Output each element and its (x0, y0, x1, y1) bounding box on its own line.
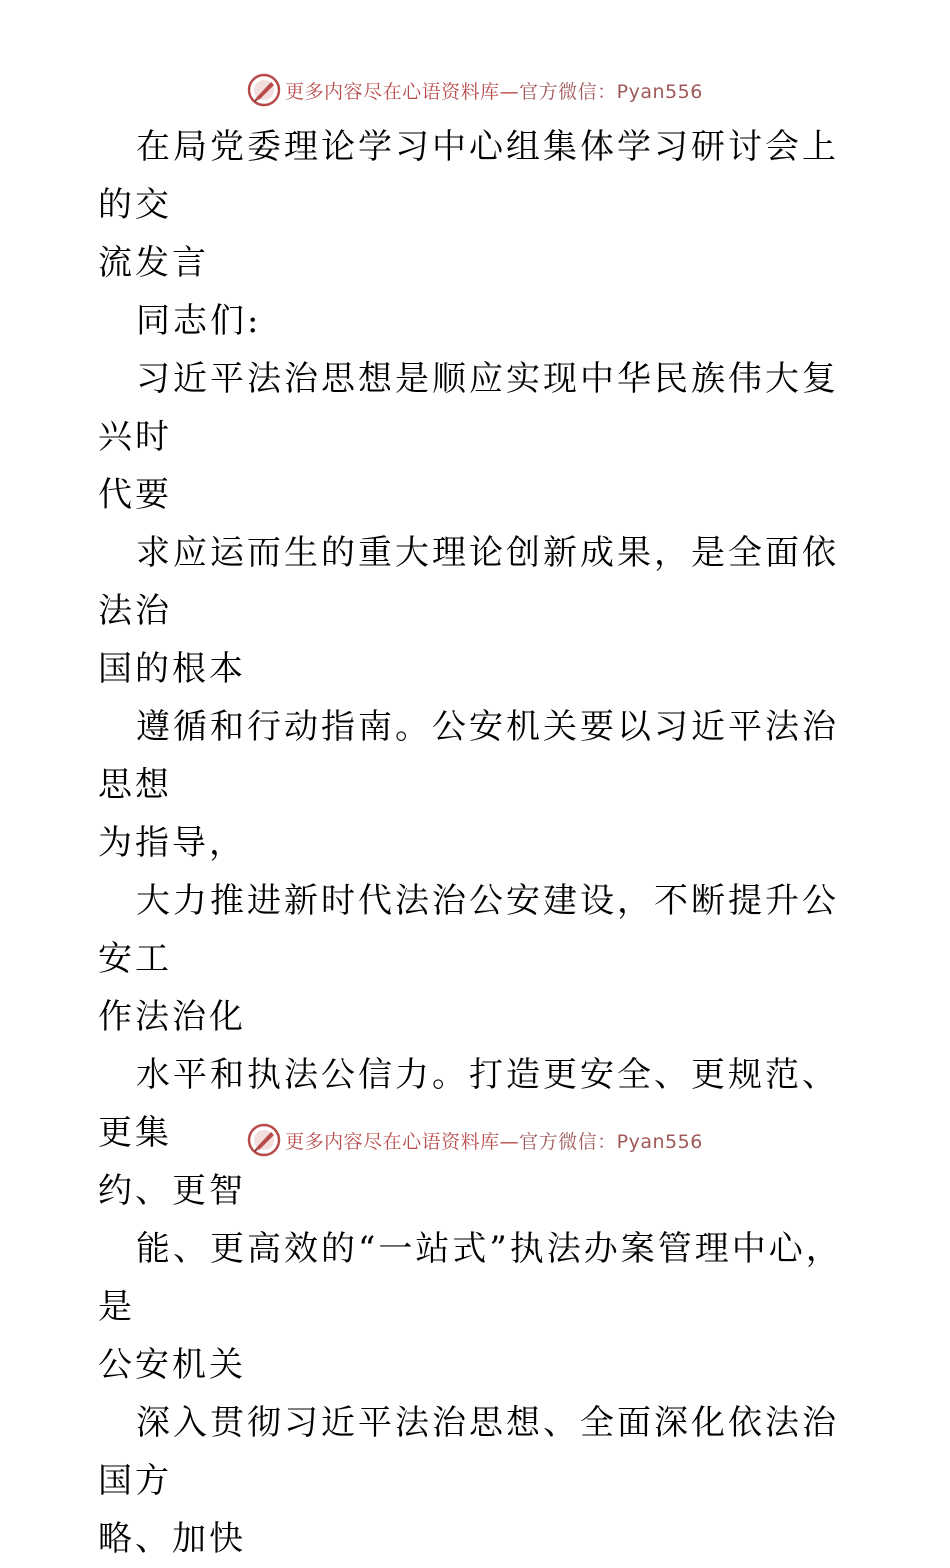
banner-separator: — (499, 1130, 520, 1153)
body-paragraph: 深入贯彻习近平法治思想、全面深化依法治国方 略、加快 (98, 1403, 839, 1559)
banner-wechat-text: 官方微信：Pyan556 (519, 80, 703, 103)
body-paragraph: 求应运而生的重大理论创新成果，是全面依法治 国的根本 (98, 533, 839, 689)
body-paragraph: 大力推进新时代法治公安建设，不断提升公安工 作法治化 (98, 881, 839, 1037)
banner-separator: — (499, 80, 520, 103)
body-paragraph: 遵循和行动指南。公安机关要以习近平法治思想 为指导， (98, 707, 839, 863)
header-watermark-banner (0, 70, 950, 110)
document-title: 在局党委理论学习中心组集体学习研讨会上的交 流发言 (98, 127, 839, 283)
quill-pen-seal-icon (247, 73, 281, 107)
banner-text (285, 77, 703, 104)
quill-pen-seal-icon (247, 1123, 281, 1157)
document-body (98, 118, 858, 1568)
salutation: 同志们: (136, 301, 262, 341)
banner-main-text: 更多内容尽在心语资料库 (285, 80, 500, 103)
body-paragraph: 水平和执法公信力。打造更安全、更规范、更集 约、更智 (98, 1055, 839, 1211)
body-paragraph: 能、更高效的“一站式”执法办案管理中心，是 公安机关 (98, 1229, 843, 1385)
body-paragraph: 习近平法治思想是顺应实现中华民族伟大复兴时 代要 (98, 359, 839, 515)
banner-wechat-text: 官方微信：Pyan556 (519, 1130, 703, 1153)
banner-main-text: 更多内容尽在心语资料库 (285, 1130, 500, 1153)
footer-watermark-banner (0, 1120, 950, 1160)
banner-text (285, 1127, 703, 1154)
